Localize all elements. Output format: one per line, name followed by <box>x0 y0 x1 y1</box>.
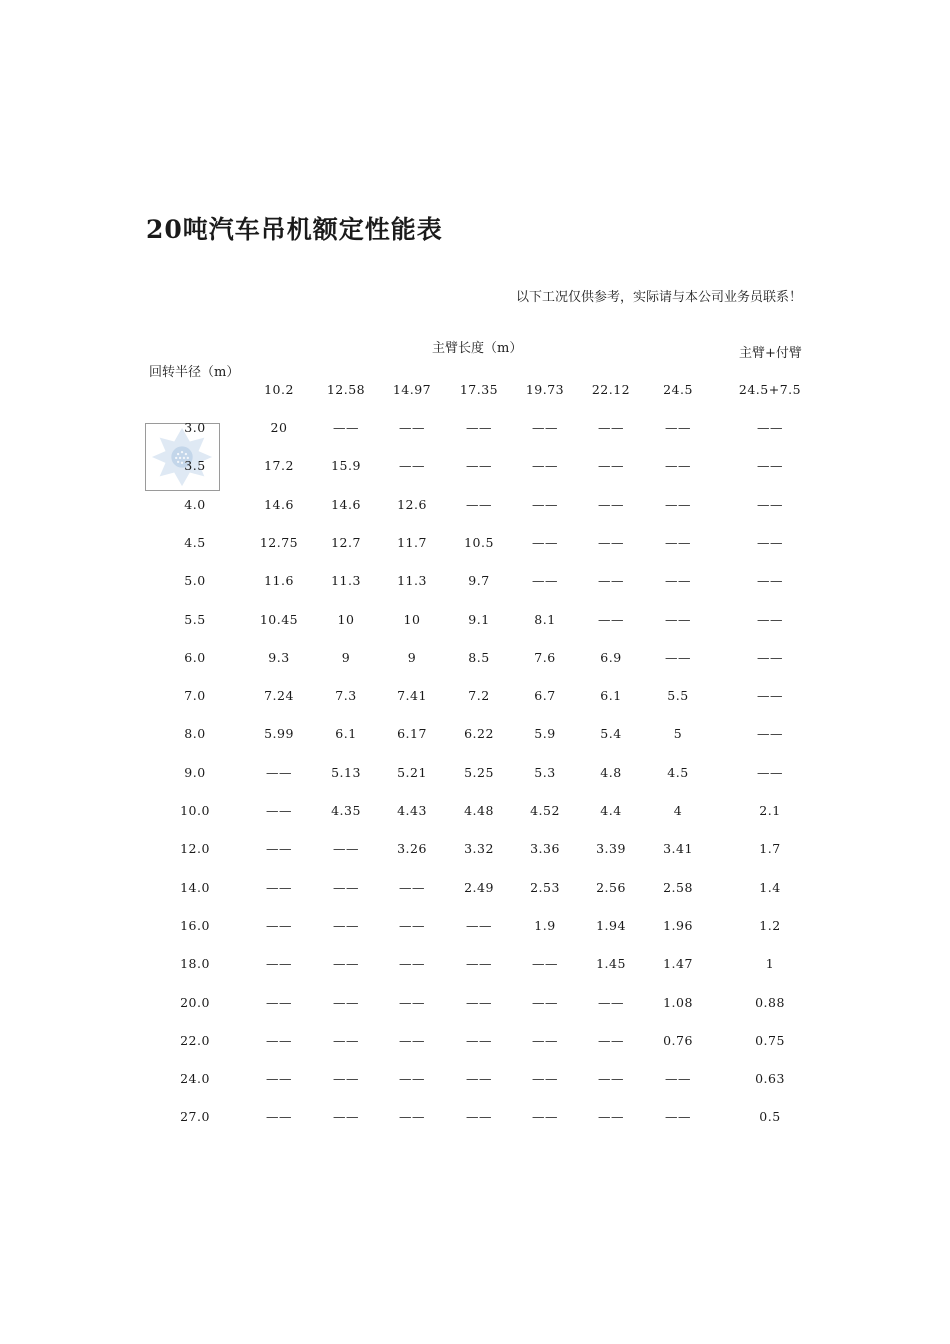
capacity-cell: 3.32 <box>464 841 494 857</box>
capacity-cell: 6.1 <box>335 726 357 742</box>
capacity-cell: 5.99 <box>264 726 294 742</box>
capacity-cell: 0.76 <box>663 1032 693 1048</box>
capacity-cell: 8.1 <box>534 611 556 627</box>
capacity-cell: 12.75 <box>259 534 299 550</box>
capacity-cell: —— <box>333 917 359 933</box>
capacity-cell: —— <box>266 1071 292 1087</box>
column-header: 14.97 <box>392 382 432 397</box>
capacity-cell: —— <box>399 1032 425 1048</box>
capacity-cell: —— <box>665 420 691 435</box>
capacity-cell: —— <box>532 573 558 589</box>
capacity-cell: —— <box>598 1032 624 1048</box>
capacity-cell: 10.5 <box>464 534 494 550</box>
capacity-cell: —— <box>399 994 425 1010</box>
capacity-cell: —— <box>665 534 691 550</box>
capacity-cell: —— <box>665 458 691 474</box>
capacity-cell: —— <box>466 1032 492 1048</box>
column-header: 24.5+7.5 <box>738 382 802 397</box>
capacity-cell: 9.1 <box>468 611 490 627</box>
capacity-cell: —— <box>757 649 783 665</box>
capacity-cell: —— <box>532 1032 558 1048</box>
capacity-cell: —— <box>598 611 624 627</box>
capacity-cell: 3.39 <box>596 841 626 857</box>
capacity-cell: —— <box>333 1032 359 1048</box>
radius-cell: 6.0 <box>184 649 206 665</box>
capacity-cell: —— <box>665 496 691 512</box>
radius-cell: 14.0 <box>180 879 210 895</box>
capacity-cell: —— <box>266 1109 292 1125</box>
capacity-cell: —— <box>266 841 292 857</box>
capacity-cell: —— <box>399 1109 425 1125</box>
capacity-cell: 11.6 <box>264 573 294 589</box>
capacity-cell: 1.2 <box>759 917 781 933</box>
capacity-cell: 6.22 <box>464 726 494 742</box>
capacity-cell: —— <box>532 534 558 550</box>
capacity-cell: —— <box>399 420 425 435</box>
capacity-cell: —— <box>333 994 359 1010</box>
capacity-cell: 4.8 <box>600 764 622 780</box>
radius-cell: 3.5 <box>184 458 206 474</box>
capacity-cell: —— <box>333 1071 359 1087</box>
radius-cell: 24.0 <box>180 1071 210 1087</box>
capacity-cell: 2.49 <box>464 879 494 895</box>
capacity-cell: 7.2 <box>468 688 490 704</box>
capacity-cell: —— <box>333 841 359 857</box>
capacity-cell: 2.58 <box>663 879 693 895</box>
capacity-cell: —— <box>532 1071 558 1087</box>
column-header: 12.58 <box>326 382 366 397</box>
radius-cell: 8.0 <box>184 726 206 742</box>
capacity-cell: 7.3 <box>335 688 357 704</box>
capacity-cell: —— <box>598 420 624 435</box>
main-boom-length-header: 主臂长度（m） <box>432 341 523 356</box>
capacity-cell: —— <box>665 1071 691 1087</box>
capacity-cell: 8.5 <box>468 649 490 665</box>
radius-cell: 27.0 <box>180 1109 210 1125</box>
capacity-cell: 7.6 <box>534 649 556 665</box>
capacity-cell: 1.9 <box>534 917 556 933</box>
capacity-cell: —— <box>757 764 783 780</box>
capacity-cell: —— <box>466 420 492 435</box>
capacity-cell: —— <box>532 956 558 972</box>
capacity-cell: 4.43 <box>397 803 427 818</box>
capacity-cell: 5.4 <box>600 726 622 742</box>
capacity-cell: —— <box>598 1071 624 1087</box>
capacity-cell: —— <box>598 994 624 1010</box>
capacity-cell: 6.9 <box>600 649 622 665</box>
capacity-cell: 4.4 <box>600 803 622 818</box>
capacity-cell: 5.9 <box>534 726 556 742</box>
capacity-cell: 14.6 <box>331 496 361 512</box>
capacity-cell: —— <box>532 458 558 474</box>
capacity-cell: 3.26 <box>397 841 427 857</box>
capacity-cell: 0.63 <box>755 1071 785 1087</box>
capacity-cell: 4.5 <box>667 764 689 780</box>
capacity-cell: 7.41 <box>397 688 427 704</box>
main-plus-jib-header: 主臂+付臂 <box>739 346 802 361</box>
capacity-cell: 1.7 <box>759 841 781 857</box>
capacity-cell: 1 <box>765 956 775 972</box>
capacity-cell: —— <box>333 1109 359 1125</box>
radius-cell: 10.0 <box>180 803 210 818</box>
capacity-cell: —— <box>532 420 558 435</box>
capacity-cell: —— <box>598 496 624 512</box>
capacity-cell: —— <box>266 956 292 972</box>
reference-note: 以下工况仅供参考，实际请与本公司业务员联系！ <box>515 290 802 305</box>
capacity-cell: 2.56 <box>596 879 626 895</box>
capacity-cell: 15.9 <box>331 458 361 474</box>
capacity-cell: 9.7 <box>468 573 490 589</box>
capacity-cell: —— <box>466 496 492 512</box>
radius-cell: 7.0 <box>184 688 206 704</box>
radius-cell: 4.0 <box>184 496 206 512</box>
capacity-cell: 1.4 <box>759 879 781 895</box>
capacity-cell: 11.7 <box>397 534 427 550</box>
capacity-cell: —— <box>399 956 425 972</box>
radius-cell: 5.5 <box>184 611 206 627</box>
capacity-cell: 1.94 <box>596 917 626 933</box>
radius-cell: 4.5 <box>184 534 206 550</box>
radius-cell: 22.0 <box>180 1032 210 1048</box>
radius-cell: 3.0 <box>184 420 206 435</box>
radius-cell: 20.0 <box>180 994 210 1010</box>
capacity-cell: 3.41 <box>663 841 693 857</box>
capacity-cell: —— <box>757 573 783 589</box>
capacity-cell: —— <box>333 956 359 972</box>
column-header: 22.12 <box>591 382 631 397</box>
capacity-cell: 1.96 <box>663 917 693 933</box>
capacity-cell: 1.45 <box>596 956 626 972</box>
capacity-cell: —— <box>757 534 783 550</box>
radius-cell: 5.0 <box>184 573 206 589</box>
capacity-cell: 11.3 <box>331 573 361 589</box>
capacity-cell: —— <box>598 458 624 474</box>
column-header: 24.5 <box>663 382 693 397</box>
capacity-cell: 4.35 <box>331 803 361 818</box>
capacity-cell: —— <box>333 420 359 435</box>
capacity-cell: 14.6 <box>264 496 294 512</box>
capacity-cell: —— <box>466 994 492 1010</box>
capacity-cell: —— <box>665 611 691 627</box>
page-title: 20吨汽车吊机额定性能表 <box>146 215 443 244</box>
capacity-cell: 7.24 <box>264 688 294 704</box>
capacity-cell: 2.53 <box>530 879 560 895</box>
capacity-cell: —— <box>466 1071 492 1087</box>
capacity-cell: —— <box>598 573 624 589</box>
capacity-cell: —— <box>532 994 558 1010</box>
capacity-cell: 6.17 <box>397 726 427 742</box>
capacity-cell: —— <box>466 917 492 933</box>
capacity-cell: 10 <box>403 611 421 627</box>
capacity-cell: —— <box>532 496 558 512</box>
capacity-cell: 5.3 <box>534 764 556 780</box>
capacity-cell: —— <box>532 1109 558 1125</box>
capacity-cell: 4.52 <box>530 803 560 818</box>
capacity-cell: 2.1 <box>759 803 781 818</box>
capacity-cell: —— <box>757 688 783 704</box>
capacity-cell: 20 <box>270 420 288 435</box>
capacity-cell: —— <box>399 879 425 895</box>
capacity-cell: —— <box>757 420 783 435</box>
capacity-cell: 11.3 <box>397 573 427 589</box>
column-header: 10.2 <box>264 382 294 397</box>
capacity-cell: —— <box>665 1109 691 1125</box>
capacity-cell: 5.25 <box>464 764 494 780</box>
capacity-cell: —— <box>757 726 783 742</box>
capacity-cell: 5.5 <box>667 688 689 704</box>
capacity-cell: —— <box>333 879 359 895</box>
snowflake-watermark-icon <box>145 423 220 491</box>
capacity-cell: 0.88 <box>755 994 785 1010</box>
capacity-cell: —— <box>399 458 425 474</box>
capacity-cell: 10 <box>337 611 355 627</box>
capacity-cell: 12.7 <box>331 534 361 550</box>
capacity-cell: —— <box>757 458 783 474</box>
capacity-cell: —— <box>757 496 783 512</box>
capacity-cell: —— <box>266 994 292 1010</box>
capacity-cell: 9 <box>407 649 417 665</box>
capacity-cell: 9 <box>341 649 351 665</box>
radius-cell: 18.0 <box>180 956 210 972</box>
capacity-cell: —— <box>266 1032 292 1048</box>
capacity-cell: —— <box>399 917 425 933</box>
capacity-cell: —— <box>399 1071 425 1087</box>
capacity-cell: —— <box>665 573 691 589</box>
capacity-cell: 0.5 <box>759 1109 781 1125</box>
capacity-cell: 1.47 <box>663 956 693 972</box>
capacity-cell: —— <box>466 956 492 972</box>
column-header: 17.35 <box>459 382 499 397</box>
capacity-cell: 0.75 <box>755 1032 785 1048</box>
capacity-cell: 4.48 <box>464 803 494 818</box>
radius-cell: 16.0 <box>180 917 210 933</box>
radius-cell: 9.0 <box>184 764 206 780</box>
capacity-cell: 1.08 <box>663 994 693 1010</box>
radius-cell: 12.0 <box>180 841 210 857</box>
capacity-cell: —— <box>266 764 292 780</box>
capacity-cell: —— <box>266 803 292 818</box>
capacity-cell: 6.7 <box>534 688 556 704</box>
capacity-cell: 10.45 <box>259 611 299 627</box>
capacity-cell: 5.13 <box>331 764 361 780</box>
capacity-cell: 5 <box>673 726 683 742</box>
capacity-cell: —— <box>598 1109 624 1125</box>
capacity-cell: 4 <box>673 803 683 818</box>
capacity-cell: 12.6 <box>397 496 427 512</box>
capacity-cell: —— <box>665 649 691 665</box>
capacity-cell: —— <box>757 611 783 627</box>
capacity-cell: —— <box>598 534 624 550</box>
column-header: 19.73 <box>525 382 565 397</box>
capacity-cell: 6.1 <box>600 688 622 704</box>
capacity-cell: —— <box>466 1109 492 1125</box>
working-radius-header: 回转半径（m） <box>149 365 240 380</box>
capacity-cell: 5.21 <box>397 764 427 780</box>
capacity-cell: 17.2 <box>264 458 294 474</box>
capacity-cell: —— <box>266 917 292 933</box>
capacity-cell: —— <box>466 458 492 474</box>
capacity-cell: 9.3 <box>268 649 290 665</box>
capacity-cell: 3.36 <box>530 841 560 857</box>
capacity-cell: —— <box>266 879 292 895</box>
